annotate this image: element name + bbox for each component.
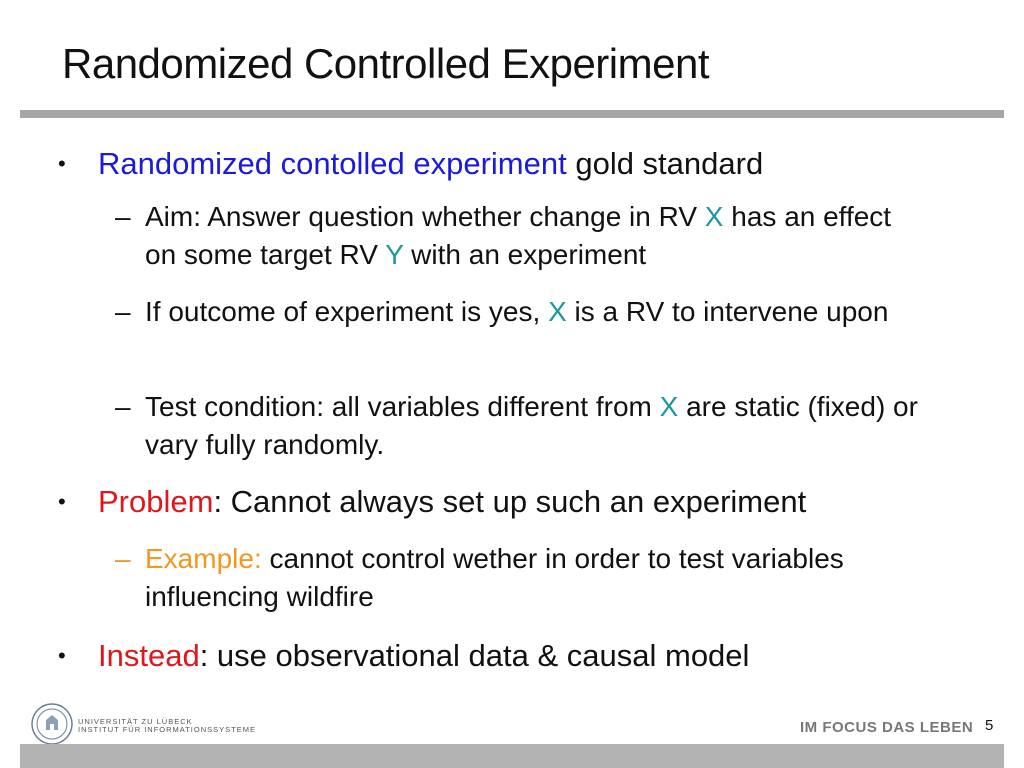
sub-bullet-1-2-text-b: is a RV to intervene upon [566,296,889,327]
university-label: UNIVERSITÄT ZU LÜBECK [78,717,193,726]
bullet-dot: • [58,151,66,176]
bullet-3-text: : use observational data & causal model [199,638,750,673]
bullet-1 [58,144,978,184]
variable-y: Y [385,239,404,270]
sub-bullet-1-2-text-a: If outcome of experiment is yes, [145,296,549,327]
sub-bullet-1-2 [115,293,925,331]
sub-bullet-dash: – [115,543,131,574]
bullet-1-text: gold standard [566,146,764,181]
sub-bullet-1-1-text-b: has an effect on some target RV [145,201,892,270]
variable-x: X [659,391,679,422]
bullet-2-text: : Cannot always set up such an experiment [213,484,807,519]
variable-x: X [548,296,567,327]
bullet-dot: • [58,489,66,514]
motto: IM FOCUS DAS LEBEN [800,719,974,736]
sub-bullet-1-1-text-c: with an experiment [403,239,647,270]
footer-bar [20,744,1004,768]
sub-bullet-dash: – [115,201,131,232]
sub-bullet-2-1 [115,540,965,616]
institute-label: INSTITUT FÜR INFORMATIONSSYSTEME [78,725,256,734]
bullet-dot: • [58,643,66,668]
bullet-3 [58,636,978,676]
sub-bullet-1-1-text-a: Aim: Answer question whether change in RV [145,201,705,232]
university-name [78,718,256,734]
sub-bullet-1-1 [115,198,925,274]
sub-bullet-1-3-text-b: are static (fixed) or vary fully randomly. [145,391,918,460]
slide-title: Randomized Controlled Experiment [62,40,709,87]
sub-bullet-1-3 [115,388,935,464]
page-number: 5 [985,717,994,734]
sub-bullet-2-1-text: cannot control wether in order to test variables influencing wildfire [145,543,844,612]
variable-x: X [704,201,724,232]
university-seal-icon [30,702,74,746]
title-divider [20,110,1004,118]
bullet-2-highlight: Problem [98,484,214,519]
sub-bullet-dash: – [115,296,131,327]
example-label: Example: [145,543,262,574]
sub-bullet-1-3-text-a: Test condition: all variables different from [145,391,660,422]
bullet-1-highlight: Randomized contolled experiment [98,146,567,181]
bullet-3-highlight: Instead [98,638,200,673]
bullet-2 [58,482,978,522]
sub-bullet-dash: – [115,391,131,422]
